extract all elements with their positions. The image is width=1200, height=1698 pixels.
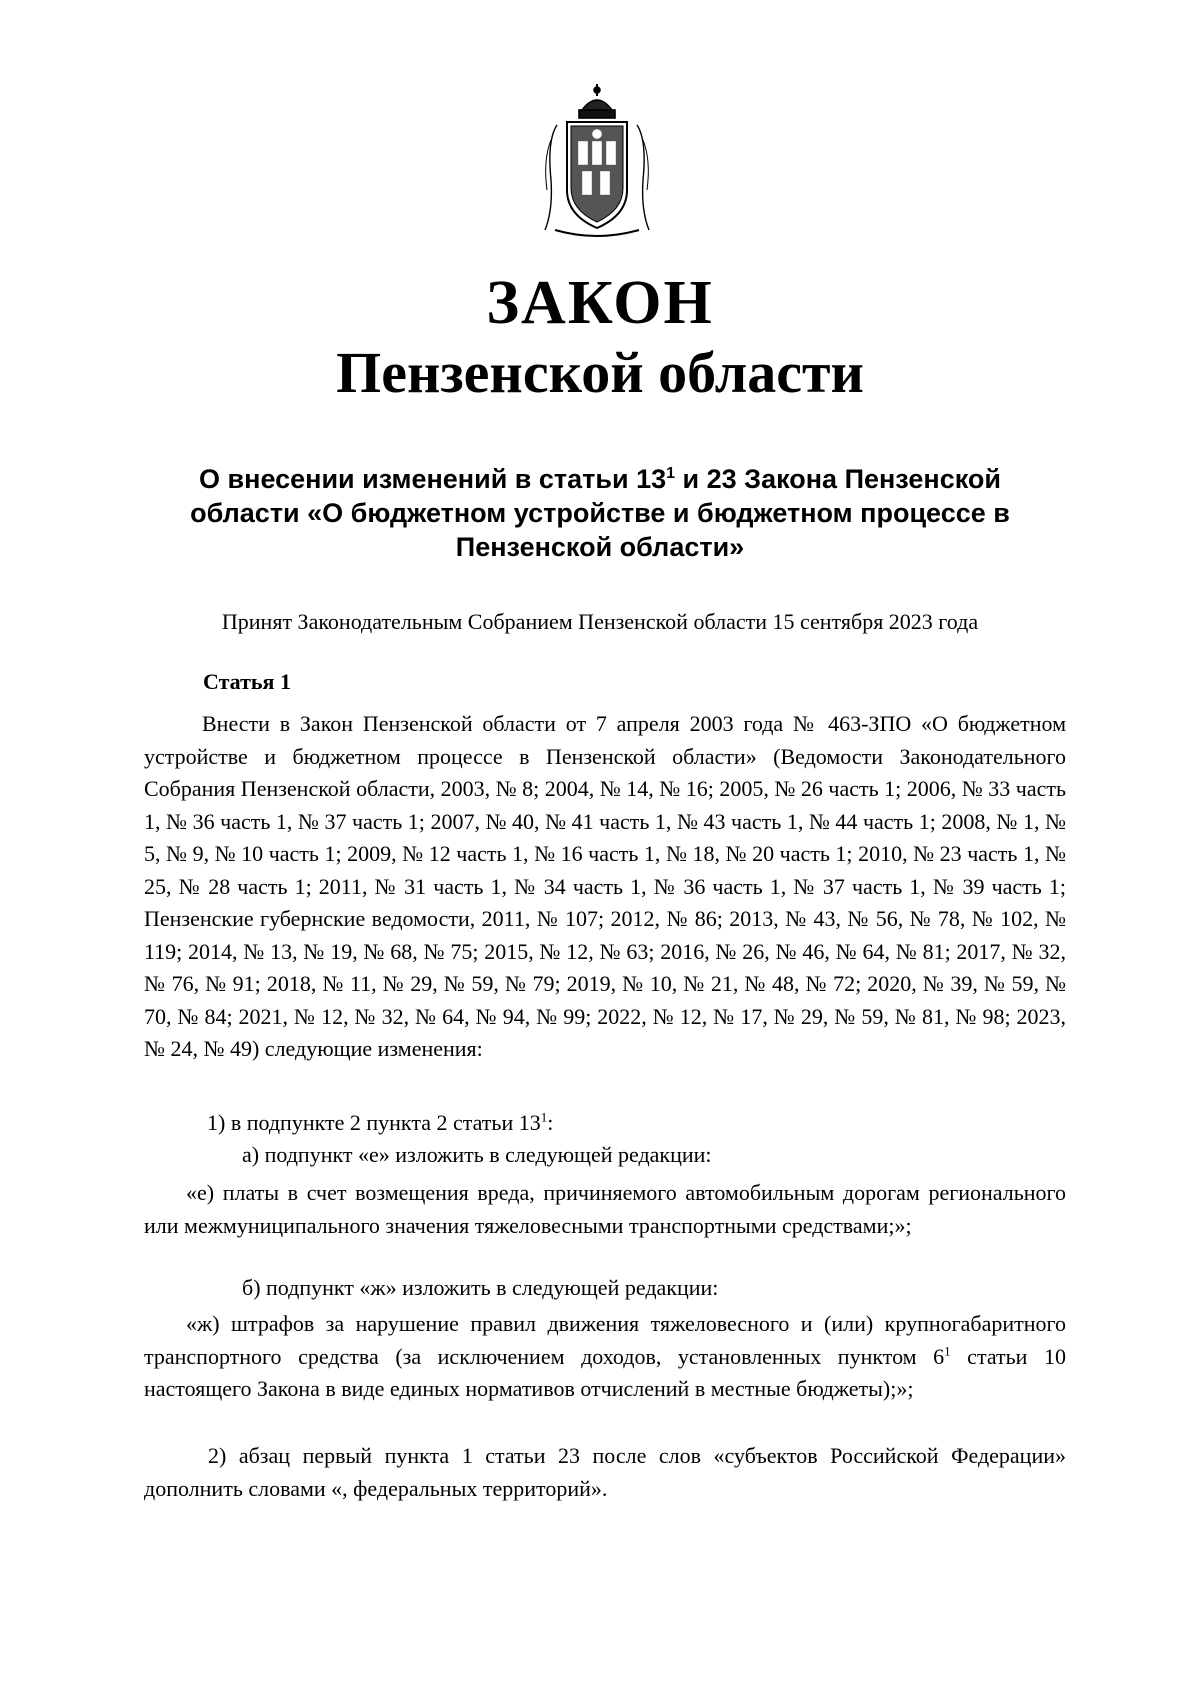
article-intro-paragraph (144, 708, 1066, 1066)
item-1a: а) подпункт «е» изложить в следующей редакции: (242, 1142, 712, 1167)
item-1 (207, 1107, 553, 1139)
item-1b-text (144, 1308, 1066, 1406)
law-heading (150, 462, 1050, 564)
item-2 (144, 1440, 1066, 1505)
law-title: ЗАКОН (486, 269, 714, 337)
item-2-text: 2) абзац первый пункта 1 статьи 23 после слов «субъектов Российской Федерации» дополнить словами «, федеральных территорий». (144, 1443, 1066, 1501)
heading-part-2: и 23 Закона Пензенской области «О бюджетном устройстве и бюджетном процессе в Пензенской области» (190, 464, 1010, 562)
item-1-text: 1) в подпункте 2 пункта 2 статьи 13 (207, 1110, 541, 1135)
item-1-superscript: 1 (540, 1109, 548, 1125)
item-1b: б) подпункт «ж» изложить в следующей редакции: (242, 1275, 719, 1300)
item-1a-text (144, 1177, 1066, 1242)
item-1b-content-2: статьи 10 настоящего Закона в виде единых нормативов отчислений в местные бюджеты);»; (144, 1343, 1066, 1401)
heading-part-1: О внесении изменений в статьи 13 (199, 464, 667, 494)
item-1a-content: «е) платы в счет возмещения вреда, причиняемого автомобильным дорогам регионального или межмуниципального значения тяжеловесными транспортными средствами;»; (144, 1180, 1066, 1238)
law-region: Пензенской области (336, 340, 864, 405)
heading-superscript: 1 (666, 465, 676, 482)
article-intro-text: Внести в Закон Пензенской области от 7 апреля 2003 года № 463-ЗПО «О бюджетном устройстве и бюджетном процессе в Пензенской области» (Ведомости Законодательного Собрания Пензенской области, 2003, № 8; 2004, № 14, № 16; 2005, № 26 часть 1; 2006, № 33 часть 1, № 36 часть 1, № 37 часть 1; 2007, № 40, № 41 часть 1, № 43 часть 1, № 44 часть 1; 2008, № 1, № 5, № 9, № 10 часть 1; 2009, № 12 часть 1, № 16 часть 1, № 18, № 20 часть 1; 2010, № 23 часть 1, № 25, № 28 часть 1; 2011, № 31 часть 1, № 34 часть 1, № 36 часть 1, № 37 часть 1, № 39 часть 1; Пензенские губернские ведомости, 2011, № 107; 2012, № 86; 2013, № 43, № 56, № 78, № 102, № 119; 2014, № 13, № 19, № 68, № 75; 2015, № 12, № 63; 2016, № 26, № 46, № 64, № 81; 2017, № 32, № 76, № 91; 2018, № 11, № 29, № 59, № 79; 2019, № 10, № 21, № 48, № 72; 2020, № 39, № 59, № 70, № 84; 2021, № 12, № 32, № 64, № 94, № 99; 2022, № 12, № 17, № 29, № 59, № 81, № 98; 2023, № 24, № 49) следующие изменения: (144, 711, 1066, 1061)
adoption-line: Принят Законодательным Собранием Пензенской области 15 сентября 2023 года (221, 609, 979, 634)
item-1-colon: : (547, 1110, 554, 1135)
coat-of-arms-icon (537, 80, 657, 240)
item-1b-superscript: 1 (944, 1343, 951, 1359)
item-1b-content-1: «ж) штрафов за нарушение правил движения тяжеловесного и (или) крупногабаритного транспортного средства (за исключением доходов, установленных пунктом 6 (144, 1311, 1066, 1369)
article-title: Статья 1 (203, 669, 291, 694)
